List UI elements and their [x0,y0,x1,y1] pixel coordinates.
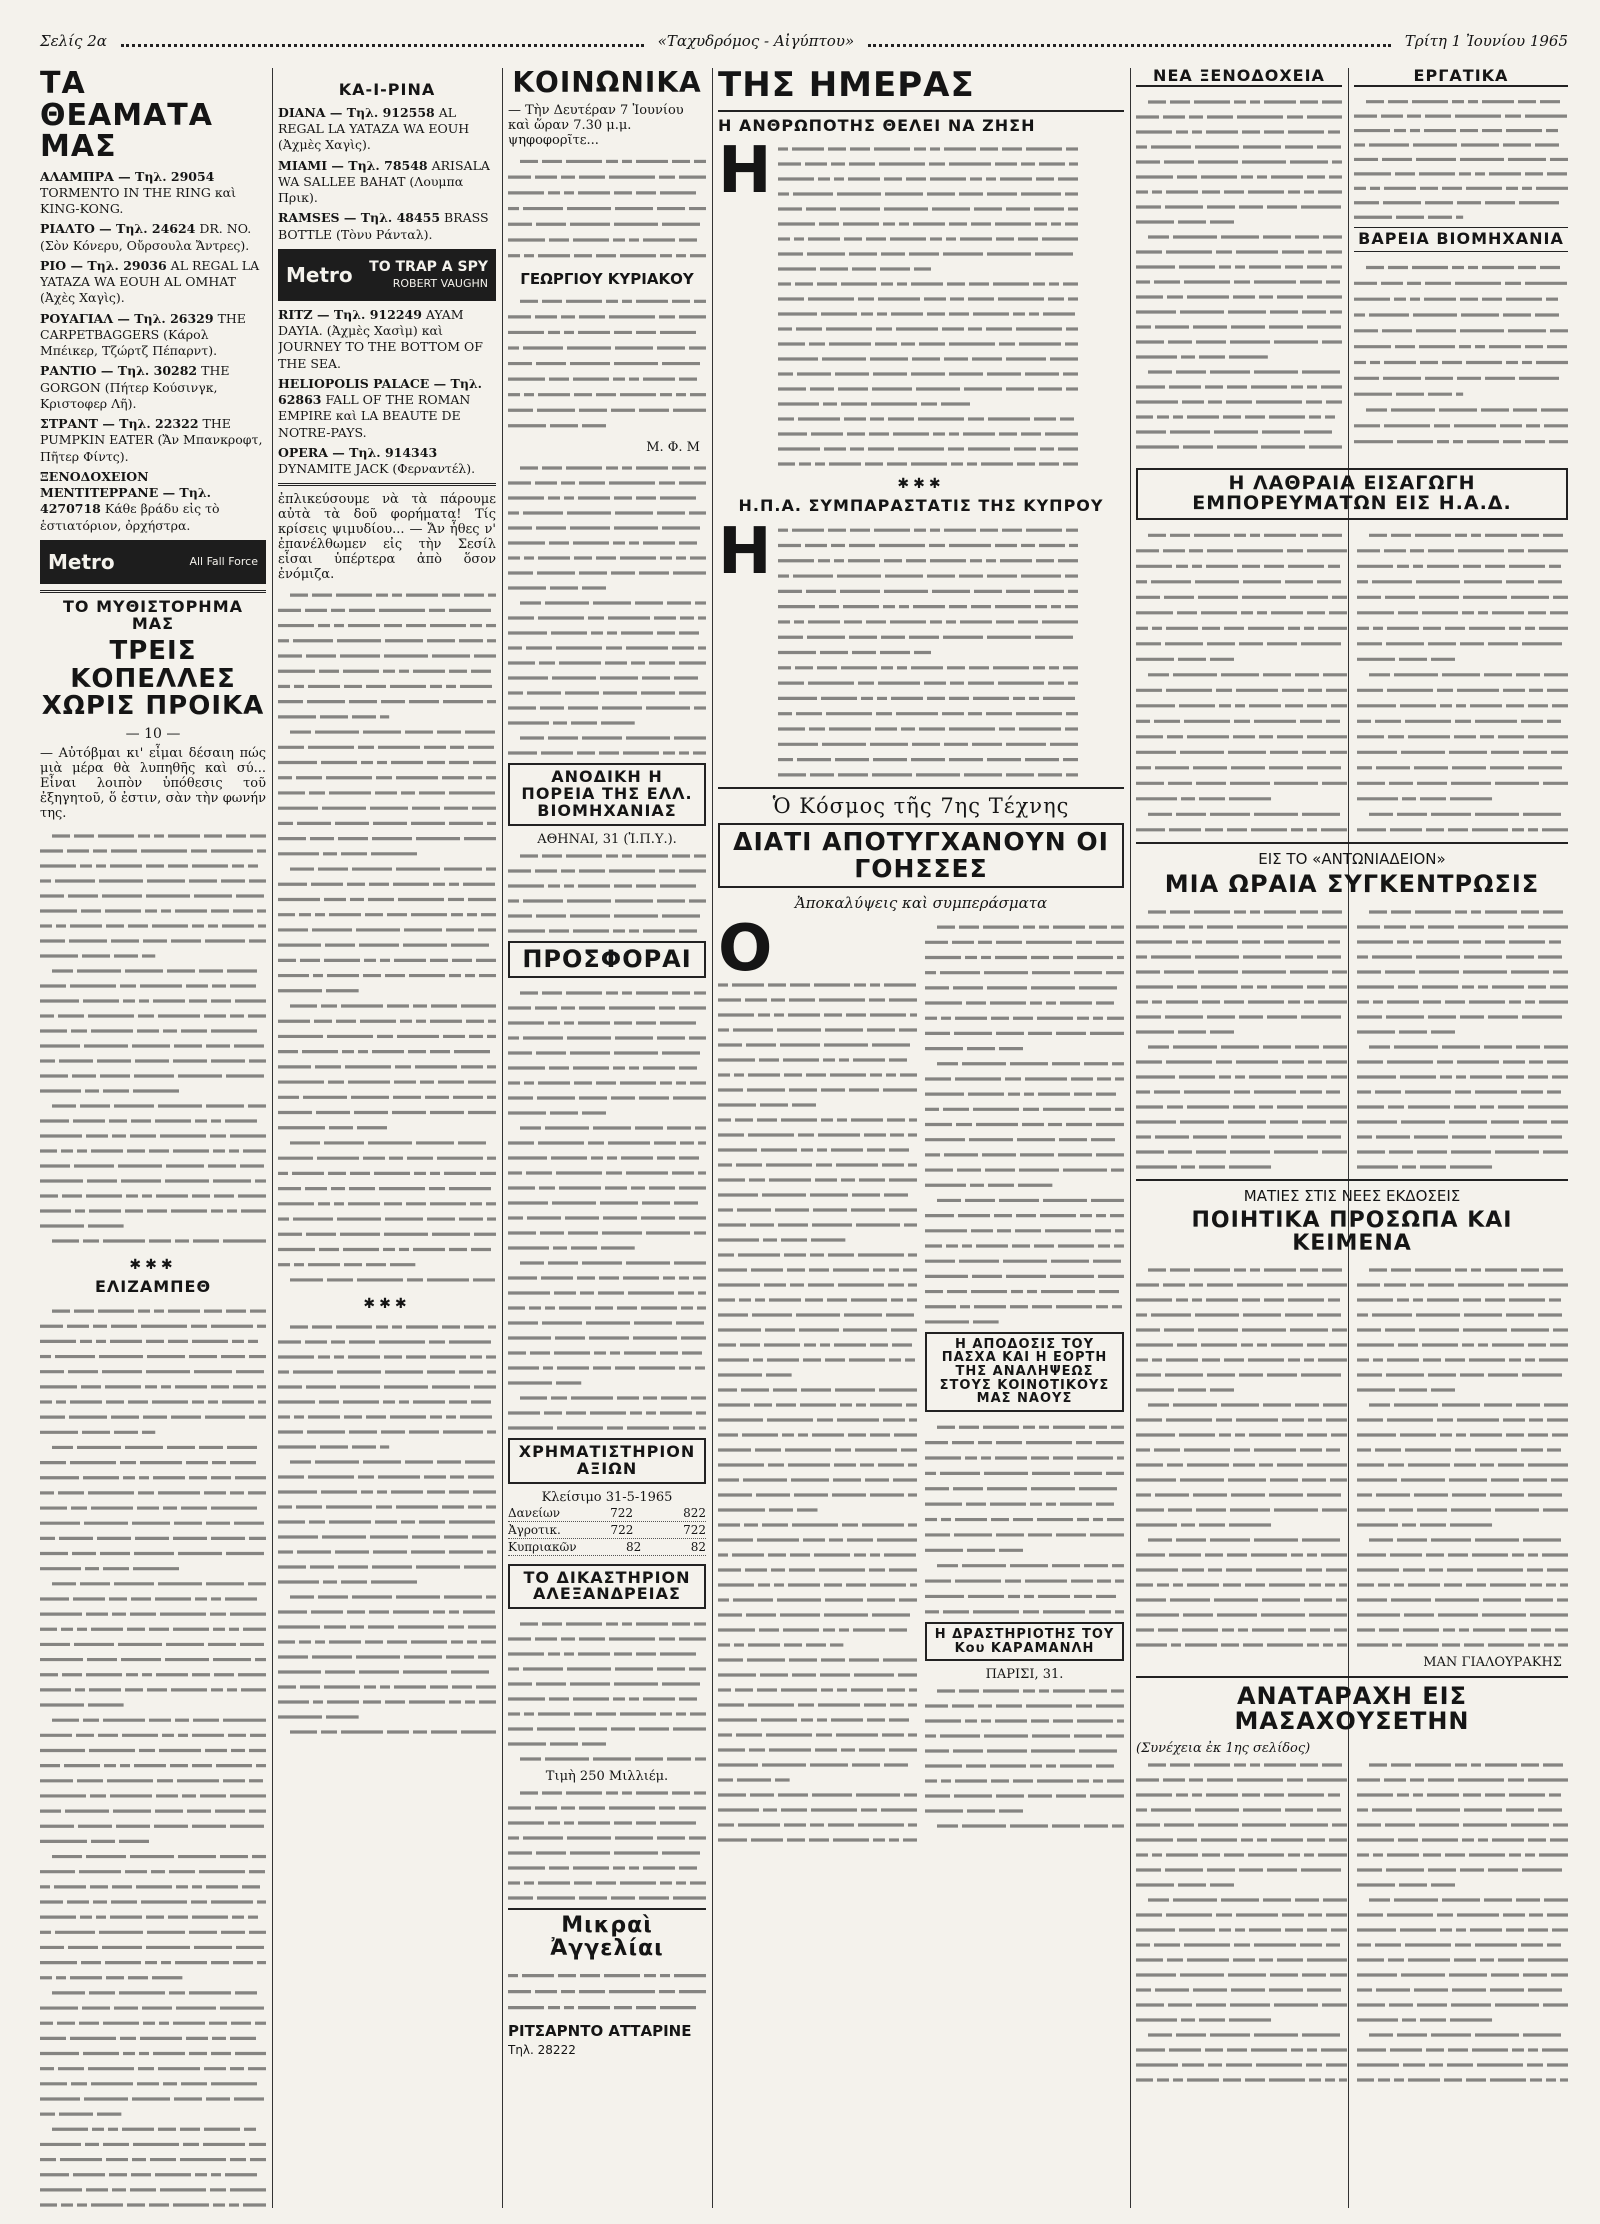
serial-continued-text-2 [278,1318,496,1738]
cinema-listing [40,311,266,360]
serial-intro: — Αὐτόβμαι κι' εἶμαι δέσαιη πώς μιὰ μέρα θὰ λυπηθῆς καὶ σύ... Εἶναι λοιπὸν ὑπόθεσις τοῦ ἐξηγητοῦ, ὅ ἐστιν, σὰν τὴν φωνήν της. [40,746,266,822]
article-3-kicker: Ὁ Κόσμος τῆς 7ης Τέχνης [772,794,1070,819]
social-text-3 [508,459,706,759]
ad-film-title: TO TRAP A SPY [369,258,488,275]
ad-tagline: All Fall Force [189,555,258,569]
labour-text [1354,93,1568,223]
article-3-subtitle: Ἀποκαλύψεις καὶ συμπεράσματα [794,893,1048,912]
social-section-title: ΚΟΙΝΩΝΙΚΑ [512,68,702,99]
ad-actor: ROBERT VAUGHN [392,276,488,290]
stock-row [508,1539,706,1556]
article-2-dropcap: Η [718,521,772,590]
court-text [508,1615,706,1765]
cinema-venue: OPERA — Τηλ. 914343 [278,444,438,460]
article-3 [718,911,1124,1850]
massachusetts-text-b [1357,1756,1568,2086]
cinema-show: FALL OF THE ROMAN EMPIRE καὶ LA BEAUTE DE NOTRE-PAYS. [278,392,471,440]
antoniadeion-text-b [1357,903,1568,1173]
article-2-title: Η.Π.Α. ΣΥΜΠΑΡΑΣΤΑΤΙΣ ΤΗΣ ΚΥΠΡΟΥ [738,496,1104,516]
cinema-listing [278,158,496,207]
section-rule [1136,1676,1568,1678]
cinema-venue: ΞΕΝΟΔΟΧΕΙΟΝ ΜΕΝΤΙΤΕΡΡΑΝΕ — Τηλ. 4270718 [40,468,211,517]
publications-title: ΠΟΙΗΤΙΚΑ ΠΡΟΣΩΠΑ ΚΑΙ ΚΕΙΜΕΝΑ [1191,1208,1513,1257]
ad-brand: Metro [286,262,353,287]
publications-kicker: ΜΑΤΙΕΣ ΣΤΙΣ ΝΕΕΣ ΕΚΔΟΣΕΙΣ [1243,1187,1461,1206]
karamanlis-text [925,1682,1124,1832]
hotels-title: ΝΕΑ ΞΕΝΟΔΟΧΕΙΑ [1136,68,1342,87]
column-2 [278,68,496,2208]
column-3 [508,68,706,2208]
cinema-show: AL REGAL LA YATAZA WA EOUH (Ἀχμὲς Χαγὶς). [278,104,470,153]
cinema-venue: ΣΤΡΑΝΤ — Τηλ. 22322 [40,416,199,431]
cinema-listing [40,469,266,534]
article-3-text-b [925,918,1124,1328]
massachusetts-continued: (Συνέχεια ἐκ 1ης σελίδος) [1136,1740,1311,1756]
article-3-col-a [718,911,917,1850]
cinema-listing [40,363,266,412]
serial-part: — 10 — [125,726,181,743]
cinema-venue: ΡΙΟ — Τηλ. 29036 [40,257,167,273]
heavy-industry-title: ΒΑΡΕΙΑ ΒΙΟΜΗΧΑΝΙΑ [1354,227,1568,252]
cinema-show: TORMENTO IN THE RING καὶ KING-KONG. [40,184,237,216]
day-section-title: ΤΗΣ ΗΜΕΡΑΣ [718,68,975,105]
leader-dots [121,36,644,47]
social-text [508,152,706,262]
section-rule [1136,842,1568,844]
cinema-listing [278,210,496,243]
page-label: Σελίς 2α [40,32,107,50]
stock-cell: 82 [626,1539,642,1554]
serial-body-text-2 [40,1302,266,2208]
offers-title: ΠΡΟΣΦΟΡΑΙ [508,941,706,978]
court-text-2 [508,1784,706,1904]
antoniadeion-text-a [1136,903,1347,1173]
article-3-text-a [718,976,917,1846]
cinema-show: ARISALA WA SALLEE BAHAT (Λουμπα Πρικ). [278,157,490,206]
cinema-venue: ΑΛΑΜΠΡΑ — Τηλ. 29054 [40,168,215,184]
cinema-listing [278,307,496,372]
cairo-cinema-heading: ΚΑ-Ι-ΡΙΝΑ [338,80,436,99]
article-3-title: ΔΙΑΤΙ ΑΠΟΤΥΓΧΑΝΟΥΝ ΟΙ ΓΟΗΣΣΕΣ [718,823,1124,888]
section-rule [718,787,1124,789]
serial-subhead: ΕΛΙΖΑΜΠΕΘ [94,1277,212,1297]
article-2 [718,521,1124,781]
cairo-listings-2 [278,307,496,478]
cinema-listing [278,376,496,441]
cinema-listing [40,416,266,465]
social-signature: Μ. Φ. Μ [646,440,700,456]
newspaper-page [40,28,1568,2208]
cinema-show: AL REGAL LA YATAZA WA EOUH AL OMHAT (Ἀχὲς Χαγὶς). [40,257,260,306]
article-3-col-b [925,918,1124,1850]
cinema-venue: DIANA — Τηλ. 912558 [278,104,435,120]
stock-exchange-title: ΧΡΗΜΑΤΙΣΤΗΡΙΟΝ ΑΞΙΩΝ [508,1438,706,1484]
labour-title: ΕΡΓΑΤΙΚΑ [1354,68,1568,87]
industry-dateline: ΑΘΗΝΑΙ, 31 (Ἰ.Π.Υ.). [537,831,677,847]
article-stars: ✱✱✱ [897,476,945,493]
column-1 [40,68,266,2208]
column-5-lower [1136,468,1568,2208]
stock-cell: 722 [610,1522,634,1537]
massachusetts-body [1136,1756,1568,2086]
imports-text-a [1136,526,1347,836]
publications-author: ΜΑΝ ΓΙΑΛΟΥΡΑΚΗΣ [1423,1655,1562,1671]
stock-table [508,1505,706,1556]
serial-body-text [40,827,266,1247]
cinema-venue: ΜΙΑΜΙ — Τηλ. 78548 [278,157,428,173]
publications-text-a [1136,1261,1347,1651]
stock-row [508,1522,706,1539]
serial-continuation: ἐπλικεύσουμε νὰ τὰ πάρουμε αὐτὰ τὰ δοῦ φορήματα! Τίς κρίσεις ψιμυδίου... — Ἄν ἦθες ν' ἐπανέλθωμεν εἰς τὴν Σεσίλ εἶσαι ὑπέρτερα ἀπὸ ὅσον ἐνόμιζα. [278,492,496,583]
antoniadeion-kicker: ΕΙΣ ΤΟ «ΑΝΤΩΝΙΑΔΕΙΟΝ» [1258,849,1446,868]
cinema-show: THE CARPETBAGGERS (Κάρολ Μπέικερ, Τζώρτζ Πέπαρντ). [40,310,246,358]
social-lead: — Τὴν Δευτέραν 7 Ἰουνίου καὶ ὥραν 7.30 μ.μ. ψηφοφορῖτε... [508,103,684,149]
cinema-show: Κάθε βράδυ εἰς τὸ ἑστιατόριον, ὀρχήστρα. [40,501,220,533]
stock-cell: 722 [683,1522,706,1537]
article-1-text [778,140,1078,470]
classifieds-title: Μικραὶ Ἀγγελίαι [508,1908,706,1960]
stock-cell: 822 [683,1505,706,1520]
cinema-show: DYNAMITE JACK (Φερναντέλ). [278,461,476,477]
section-rule [1136,1179,1568,1181]
column-rule [712,68,713,2208]
stock-row [508,1505,706,1522]
cinema-show: THE PUMPKIN EATER (Ἄν Μπανκροφτ, Πῆτερ Φίντς). [40,416,263,464]
imports-text-b [1357,526,1568,836]
issue-date: Τρίτη 1 Ἰουνίου 1965 [1404,32,1569,50]
karamanlis-title: Η ΔΡΑΣΤΗΡΙΟΤΗΣ ΤΟΥ Κου ΚΑΡΑΜΑΝΛΗ [925,1622,1124,1661]
cinema-listing [40,258,266,307]
cinema-venue: ΡΑΝΤΙΟ — Τηλ. 30282 [40,363,198,379]
publications-body [1136,1261,1568,1651]
court-title: ΤΟ ΔΙΚΑΣΤΗΡΙΟΝ ΑΛΕΞΑΝΔΡΕΙΑΣ [508,1564,706,1610]
article-1-title: Η ΑΝΘΡΩΠΟΤΗΣ ΘΕΛΕΙ ΝΑ ΖΗΣΗ [718,115,1036,135]
running-head [40,28,1568,54]
massachusetts-title: ΑΝΑΤΑΡΑΧΗ ΕΙΣ ΜΑΣΑΧΟΥΣΕΤΗΝ [1234,1682,1470,1736]
title-rule [718,110,1124,112]
massachusetts-text-a [1136,1756,1347,2086]
celebration-name: ΓΕΩΡΓΙΟΥ ΚΥΡΙΑΚΟΥ [520,270,694,289]
column-rule [1130,68,1131,2208]
cinema-listing [278,105,496,154]
metro-ad [40,540,266,584]
article-3-dropcap: Ο [718,911,773,986]
cinema-listing [40,221,266,254]
social-text-2 [508,292,706,432]
cinema-show: THE GORGON (Πήτερ Κούσινγκ, Κριστοφερ Λῆ). [40,363,230,411]
cinema-venue: ΡΟΥΑΓΙΑΛ — Τηλ. 26329 [40,310,214,326]
article-1 [718,140,1124,470]
cinema-listings [40,169,266,534]
cinema-show: DR. NO. (Σὸν Κόνερυ, Οὔρσουλα Ἄντρες). [40,221,252,253]
ad-brand: Metro [48,549,115,574]
section-stars: ✱✱✱ [363,1296,411,1313]
serial-continued-text [278,586,496,1286]
heavy-industry-text [1354,258,1568,448]
stock-cell: Κυπριακῶν [508,1539,577,1554]
leader-dots [868,36,1391,47]
offers-text [508,984,706,1434]
industry-text [508,847,706,937]
cinema-listing [40,169,266,218]
cinema-section-title: ΤΑ ΘΕΑΜΑΤΑ ΜΑΣ [40,68,213,164]
cinema-listing [278,445,496,478]
cairo-listings [278,105,496,243]
pascha-text [925,1418,1124,1618]
publications-text-b [1357,1261,1568,1651]
cinema-venue: ΡΙΑΛΤΟ — Τηλ. 24624 [40,221,196,237]
pascha-title: Η ΑΠΟΔΟΣΙΣ ΤΟΥ ΠΑΣΧΑ ΚΑΙ Η ΕΟΡΤΗ ΤΗΣ ΑΝΑΛΗΨΕΩΣ ΣΤΟΥΣ ΚΟΙΝΟΤΙΚΟΥΣ ΜΑΣ ΝΑΟΥΣ [925,1332,1124,1412]
section-stars: ✱✱✱ [129,1257,177,1274]
cinema-venue: RAMSES — Τηλ. 48455 [278,210,441,226]
stock-cell: 82 [690,1539,706,1554]
column-rule [272,68,273,2208]
column-4 [718,68,1124,2208]
cinema-show: BRASS BOTTLE (Τὸνυ Ράνταλ). [278,210,489,242]
paper-name: «Ταχυδρόμος - Αἰγύπτου» [657,32,855,50]
classified-name: ΡΙΤΣΑΡΝΤΟ ΑΤΤΑΡΙΝΕ Τηλ. 28222 [508,2022,692,2058]
cinema-show: AYAM DAYIA. (Ἀχμὲς Χασὶμ) καὶ JOURNEY TO THE BOTTOM OF THE SEA. [278,306,483,371]
stock-cell: 722 [610,1505,634,1520]
hotels-text [1136,93,1342,453]
article-1-dropcap: Η [718,140,772,209]
antoniadeion-body [1136,903,1568,1173]
spy-film-ad [278,249,496,301]
column-rule [502,68,503,2208]
court-price: Τιμὴ 250 Μιλλιέμ. [545,1769,669,1785]
classifieds-text [508,1966,706,2014]
stock-cell: Δανείων [508,1505,561,1520]
serial-title: ΤΡΕΙΣ ΚΟΠΕΛΛΕΣ ΧΩΡΙΣ ΠΡΟΙΚΑ [41,636,265,721]
stock-cell: Ἀγροτικ. [508,1522,561,1537]
section-divider [278,483,496,486]
imports-title: Η ΛΑΘΡΑΙΑ ΕΙΣΑΓΩΓΗ ΕΜΠΟΡΕΥΜΑΤΩΝ ΕΙΣ Η.Α.Δ. [1136,468,1568,520]
cinema-venue: HELIOPOLIS PALACE — Τηλ. 62863 [278,375,483,408]
antoniadeion-title: ΜΙΑ ΩΡΑΙΑ ΣΥΓΚΕΝΤΡΩΣΙΣ [1164,869,1540,898]
serial-heading: ΤΟ ΜΥΘΙΣΤΟΡΗΜΑ ΜΑΣ [62,596,243,633]
cinema-venue: RITZ — Τηλ. 912249 [278,306,422,322]
karamanlis-dateline: ΠΑΡΙΣΙ, 31. [985,1667,1064,1683]
imports-body [1136,526,1568,836]
article-2-text [778,521,1078,781]
stock-date: Κλείσιμο 31-5-1965 [541,1489,673,1505]
section-divider [40,590,266,593]
industry-title: ΑΝΟΔΙΚΗ Η ΠΟΡΕΙΑ ΤΗΣ ΕΛΛ. ΒΙΟΜΗΧΑΝΙΑΣ [508,763,706,825]
